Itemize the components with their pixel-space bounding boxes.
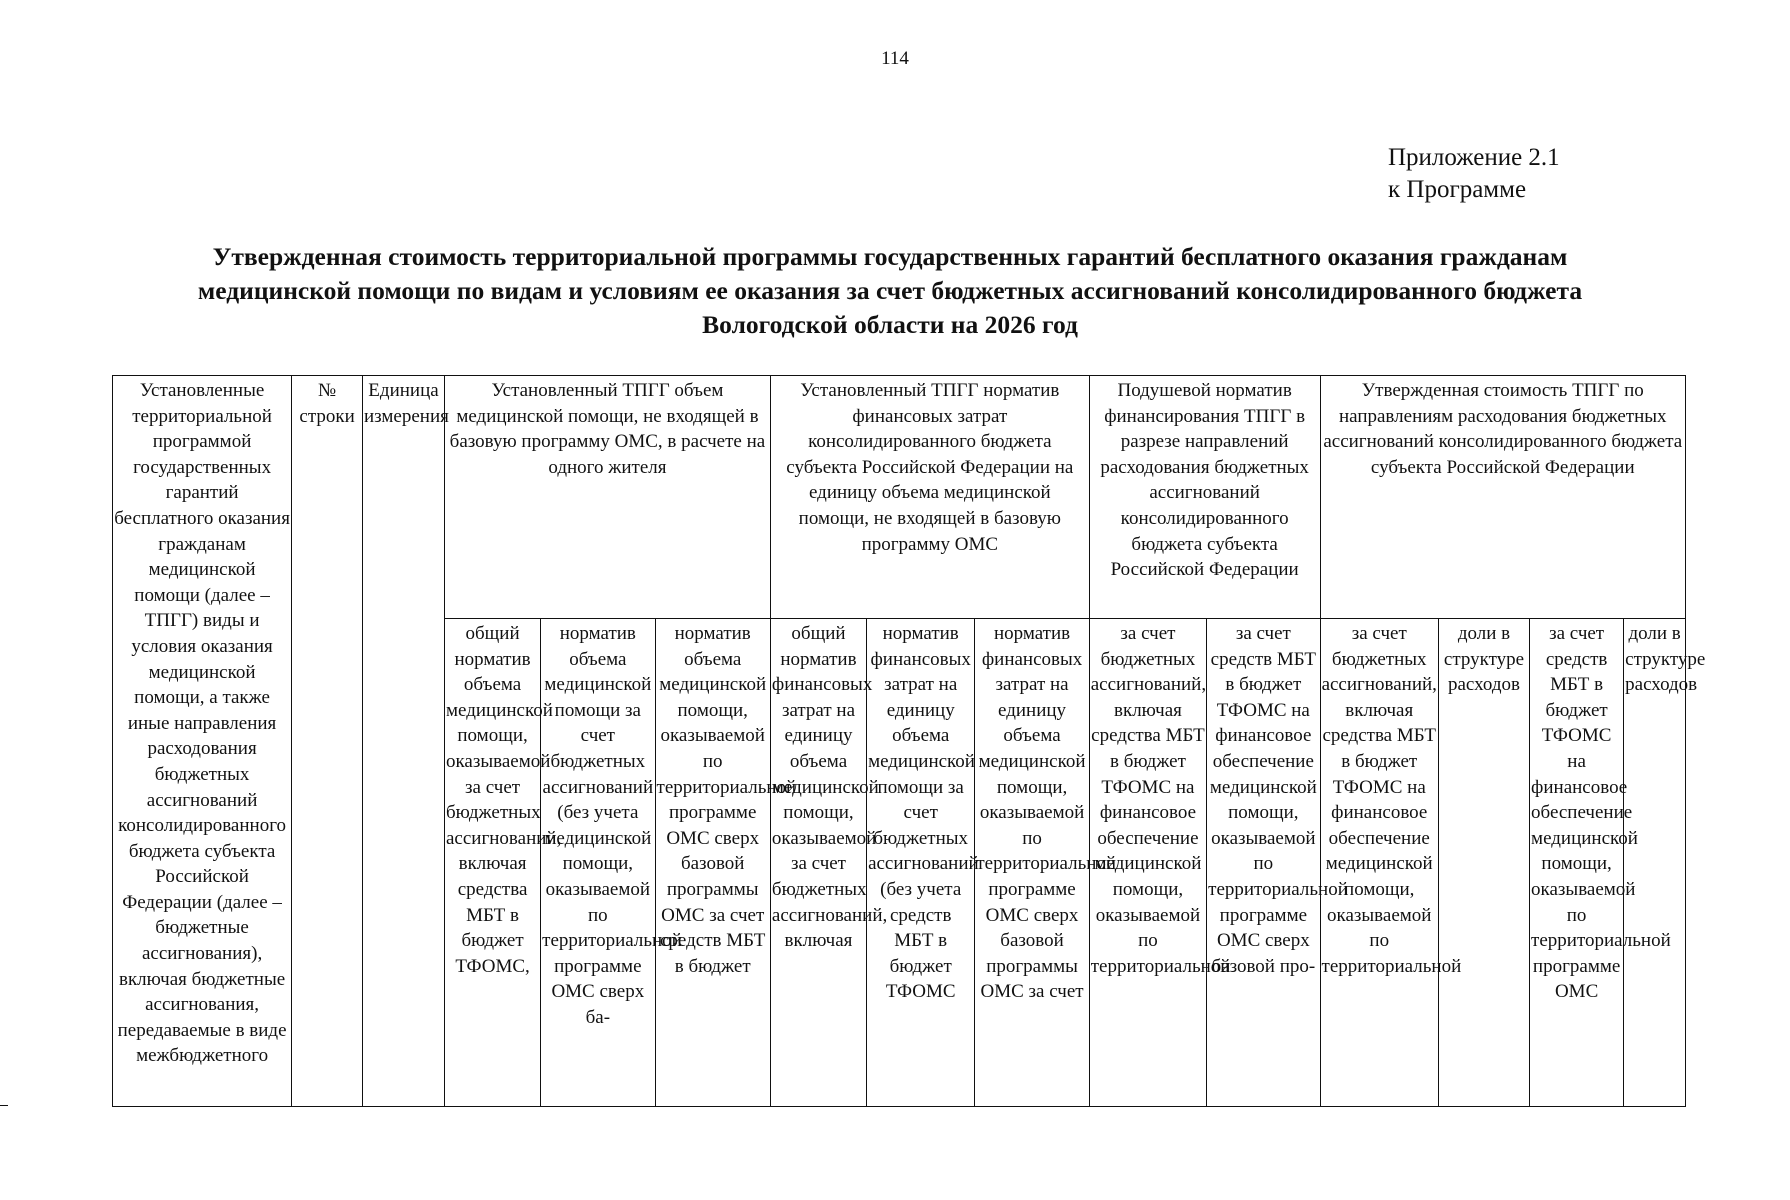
title-line-1: Утвержденная стоимость территориальной программы государственных гарантий бесплатного оказания гражданам xyxy=(212,242,1568,271)
margin-dash xyxy=(0,1105,8,1106)
subheader-budget-cost-norm: норматив финансовых затрат на единицу объема медицинской помощи за счет бюджетных ассигнований (без учета средств МБТ в бюджет ТФОМС xyxy=(867,619,975,1107)
subheader-oms-volume-norm: норматив объема медицинской помощи, оказываемой по территориальной программе ОМС сверх базовой программы ОМС за счет средств МБТ в бюджет xyxy=(655,619,770,1107)
appendix-note xyxy=(1388,142,1560,206)
subheader-cost-budget-share: доли в структуре расходов xyxy=(1438,619,1529,1107)
subheader-cost-budget: за счет бюджетных ассигнований, включая средства МБТ в бюджет ТФОМС на финансовое обеспечение медицинской помощи, оказываемой по территориальной xyxy=(1320,619,1438,1107)
header-group-cost-norm: Установленный ТПГГ норматив финансовых затрат консолидированного бюджета субъекта Российской Федерации на единицу объема медицинской помощи, не входящей в базовую программу ОМС xyxy=(770,376,1089,619)
title-line-2: медицинской помощи по видам и условиям ее оказания за счет бюджетных ассигнований консолидированного бюджета xyxy=(197,276,1583,305)
subheader-cost-mbt: за счет средств МБТ в бюджет ТФОМС на финансовое обеспечение медицинской помощи, оказываемой по территориальной программе ОМС xyxy=(1530,619,1624,1107)
subheader-per-capita-budget: за счет бюджетных ассигнований, включая средства МБТ в бюджет ТФОМС на финансовое обеспечение медицинской помощи, оказываемой по территориальной xyxy=(1089,619,1206,1107)
appendix-line-2: к Программе xyxy=(1388,176,1527,203)
title-line-3: Вологодской области на 2026 год xyxy=(702,310,1078,339)
cost-table xyxy=(112,375,1706,1107)
subheader-budget-volume-norm: норматив объема медицинской помощи за счет бюджетных ассигнований (без учета медицинской помощи, оказываемой по территориальной программе ОМС сверх ба- xyxy=(541,619,655,1107)
subheader-total-volume-norm: общий норматив объема медицинской помощи, оказываемой за счет бюджетных ассигнований, включая средства МБТ в бюджет ТФОМС, xyxy=(444,619,540,1107)
header-unit: Единица измерения xyxy=(363,376,445,1107)
header-row-number: № строки xyxy=(292,376,363,1107)
subheader-per-capita-mbt: за счет средств МБТ в бюджет ТФОМС на финансовое обеспечение медицинской помощи, оказываемой по территориальной программе ОМС сверх базовой про- xyxy=(1207,619,1320,1107)
subheader-oms-cost-norm: норматив финансовых затрат на единицу объема медицинской помощи, оказываемой по территориальной программе ОМС сверх базовой программы ОМС за счет xyxy=(975,619,1089,1107)
subheader-total-cost-norm: общий норматив финансовых затрат на единицу объема медицинской помощи, оказываемой за счет бюджетных ассигнований, включая xyxy=(770,619,866,1107)
document-title xyxy=(100,240,1680,342)
header-row-groups xyxy=(113,376,1686,619)
subheader-cost-mbt-share: доли в структуре расходов xyxy=(1624,619,1686,1107)
page-number: 114 xyxy=(881,48,909,69)
appendix-line-1: Приложение 2.1 xyxy=(1388,144,1560,171)
header-group-per-capita: Подушевой норматив финансирования ТПГГ в разрезе направлений расходования бюджетных ассигнований консолидированного бюджета субъекта Российской Федерации xyxy=(1089,376,1320,619)
header-services: Установленные территориальной программой государственных гарантий бесплатного оказания гражданам медицинской помощи (далее – ТПГГ) виды и условия оказания медицинской помощи, а также иные направления расходования бюджетных ассигнований консолидированного бюджета субъекта Российской Федерации (далее – бюджетные ассигнования), включая бюджетные ассигнования, передаваемые в виде межбюджетного xyxy=(113,376,292,1107)
header-group-volume: Установленный ТПГГ объем медицинской помощи, не входящей в базовую программу ОМС, в расчете на одного жителя xyxy=(444,376,770,619)
header-group-approved-cost: Утвержденная стоимость ТПГГ по направлениям расходования бюджетных ассигнований консолидированного бюджета субъекта Российской Федерации xyxy=(1320,376,1685,619)
